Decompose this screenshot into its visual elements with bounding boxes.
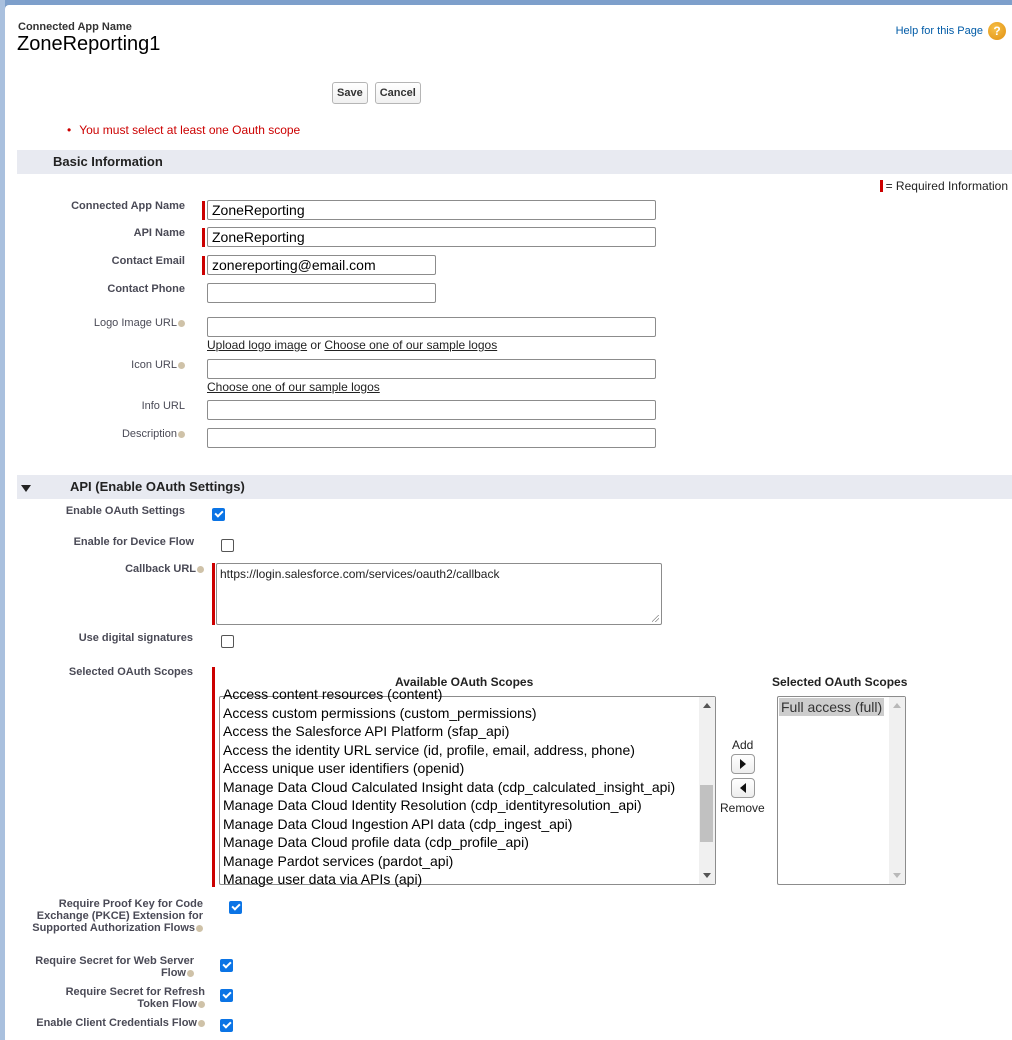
required-marker-icon xyxy=(202,201,205,220)
logo-image-url-label xyxy=(15,317,185,329)
help-link-group[interactable] xyxy=(896,22,1006,40)
arrow-right-icon xyxy=(740,759,746,769)
required-marker-icon xyxy=(212,563,215,625)
scope-option[interactable]: Access the identity URL service (id, profile, email, address, phone) xyxy=(223,741,635,758)
logo-image-url-label-text: Logo Image URL xyxy=(93,317,177,329)
scope-option[interactable]: Manage Pardot services (pardot_api) xyxy=(223,852,454,869)
cancel-button[interactable]: Cancel xyxy=(375,82,421,104)
button-row xyxy=(332,82,421,104)
device-flow-label: Enable for Device Flow xyxy=(73,536,194,548)
secret-refresh-label xyxy=(35,986,205,1010)
scroll-down-icon[interactable] xyxy=(893,873,901,878)
collapse-triangle-icon[interactable] xyxy=(21,485,31,492)
secret-refresh-label-text: Require Secret for Refresh Token Flow xyxy=(65,986,205,1010)
upload-logo-link[interactable]: Upload logo image xyxy=(207,338,308,352)
scope-option[interactable]: Access content resources (content) xyxy=(223,686,443,702)
section-basic-information xyxy=(17,150,1012,174)
selected-scopes-header: Selected OAuth Scopes xyxy=(772,675,908,689)
choose-sample-logo-link[interactable]: Choose one of our sample logos xyxy=(324,338,498,352)
scrollbar[interactable] xyxy=(889,697,905,884)
arrow-left-icon xyxy=(740,783,746,793)
scroll-up-icon[interactable] xyxy=(703,703,711,708)
info-icon[interactable] xyxy=(178,320,185,327)
page-subtitle: Connected App Name xyxy=(18,21,132,33)
selected-oauth-scopes-label: Selected OAuth Scopes xyxy=(68,666,193,678)
available-scopes-listbox[interactable] xyxy=(219,686,716,887)
enable-oauth-label: Enable OAuth Settings xyxy=(65,505,185,517)
device-flow-checkbox[interactable] xyxy=(221,539,234,552)
pkce-label-text: Require Proof Key for Code Exchange (PKCE) Extension for Supported Authorization Flows xyxy=(32,898,203,934)
logo-image-url-input[interactable] xyxy=(207,317,656,337)
description-label xyxy=(15,428,185,440)
page-title: ZoneReporting1 xyxy=(17,33,161,55)
contact-email-input[interactable]: zonereporting@email.com xyxy=(207,255,436,275)
callback-url-textarea[interactable] xyxy=(216,563,662,625)
description-label-text: Description xyxy=(121,428,177,440)
available-scopes-options xyxy=(223,685,697,889)
scope-option[interactable]: Access the Salesforce API Platform (sfap_api) xyxy=(223,723,510,739)
selected-scopes-listbox[interactable] xyxy=(777,696,906,885)
scope-option[interactable]: Manage Data Cloud Ingestion API data (cdp_ingest_api) xyxy=(223,815,573,832)
secret-web-checkbox[interactable] xyxy=(220,959,233,972)
client-credentials-label xyxy=(35,1017,205,1029)
contact-phone-input[interactable] xyxy=(207,283,436,303)
icon-url-label xyxy=(15,359,185,371)
scope-option[interactable]: Manage user data via APIs (api) xyxy=(223,871,423,887)
required-marker-icon xyxy=(212,667,215,887)
remove-scope-button[interactable] xyxy=(731,778,755,798)
selected-scope-text: Full access (full) xyxy=(781,699,883,715)
section-title: API (Enable OAuth Settings) xyxy=(70,479,245,494)
scope-option[interactable]: Manage Data Cloud Identity Resolution (cdp_identityresolution_api) xyxy=(223,797,642,813)
callback-url-label-text: Callback URL xyxy=(125,563,196,575)
connected-app-name-label: Connected App Name xyxy=(71,200,185,212)
required-marker-icon xyxy=(202,228,205,247)
info-icon[interactable] xyxy=(187,970,194,977)
description-input[interactable] xyxy=(207,428,656,448)
info-icon[interactable] xyxy=(196,925,203,932)
callback-url-label xyxy=(15,563,204,575)
scroll-down-icon[interactable] xyxy=(703,873,711,878)
secret-web-label-text: Require Secret for Web Server Flow xyxy=(35,955,194,979)
connected-app-name-input[interactable]: ZoneReporting xyxy=(207,200,656,220)
scroll-up-icon[interactable] xyxy=(893,703,901,708)
contact-phone-label: Contact Phone xyxy=(107,283,185,295)
icon-links xyxy=(207,380,380,394)
page-body xyxy=(5,5,1012,1040)
required-marker-icon xyxy=(202,256,205,275)
info-icon[interactable] xyxy=(197,566,204,573)
add-label: Add xyxy=(732,738,754,752)
scope-option[interactable]: Access unique user identifiers (openid) xyxy=(223,760,465,776)
resize-handle-icon[interactable] xyxy=(652,615,659,622)
info-icon[interactable] xyxy=(198,1001,205,1008)
choose-sample-icon-link[interactable]: Choose one of our sample logos xyxy=(207,380,380,394)
enable-oauth-checkbox[interactable] xyxy=(212,508,225,521)
icon-url-input[interactable] xyxy=(207,359,656,379)
info-icon[interactable] xyxy=(178,362,185,369)
api-name-label: API Name xyxy=(133,227,185,239)
section-title: Basic Information xyxy=(53,154,163,169)
scroll-thumb[interactable] xyxy=(700,785,713,842)
error-message: • You must select at least one Oauth scope xyxy=(67,123,300,137)
remove-label: Remove xyxy=(720,801,765,815)
secret-web-label xyxy=(35,955,194,979)
pkce-checkbox[interactable] xyxy=(229,901,242,914)
scrollbar[interactable] xyxy=(699,697,715,884)
question-circle-icon[interactable]: ? xyxy=(988,22,1006,40)
info-url-label: Info URL xyxy=(141,400,185,412)
scope-option[interactable]: Manage Data Cloud Calculated Insight data (cdp_calculated_insight_api) xyxy=(223,778,676,795)
help-link[interactable]: Help for this Page xyxy=(895,25,983,37)
contact-email-label: Contact Email xyxy=(111,255,185,267)
info-url-input[interactable] xyxy=(207,400,656,420)
available-scopes-header: Available OAuth Scopes xyxy=(395,675,534,689)
client-credentials-checkbox[interactable] xyxy=(220,1019,233,1032)
or-text: or xyxy=(307,338,325,352)
api-name-input[interactable]: ZoneReporting xyxy=(207,227,656,247)
icon-url-label-text: Icon URL xyxy=(131,359,177,371)
selected-scope-option[interactable] xyxy=(779,698,884,716)
scope-option[interactable]: Manage Data Cloud profile data (cdp_profile_api) xyxy=(223,834,529,850)
required-legend-text: = Required Information xyxy=(885,179,1008,193)
digital-signatures-label: Use digital signatures xyxy=(78,632,193,644)
save-button[interactable]: Save xyxy=(332,82,368,104)
pkce-label xyxy=(15,898,203,934)
logo-links xyxy=(207,338,497,352)
client-credentials-label-text: Enable Client Credentials Flow xyxy=(36,1017,197,1029)
required-marker-icon xyxy=(880,180,883,192)
digital-signatures-checkbox[interactable] xyxy=(221,635,234,648)
required-legend xyxy=(880,179,1008,193)
add-scope-button[interactable] xyxy=(731,754,755,774)
callback-url-value: https://login.salesforce.com/services/oauth2/callback xyxy=(220,567,500,581)
section-api-oauth[interactable] xyxy=(17,475,1012,499)
scope-option[interactable]: Access custom permissions (custom_permissions) xyxy=(223,704,537,721)
secret-refresh-checkbox[interactable] xyxy=(220,989,233,1002)
info-icon[interactable] xyxy=(198,1020,205,1027)
info-icon[interactable] xyxy=(178,431,185,438)
